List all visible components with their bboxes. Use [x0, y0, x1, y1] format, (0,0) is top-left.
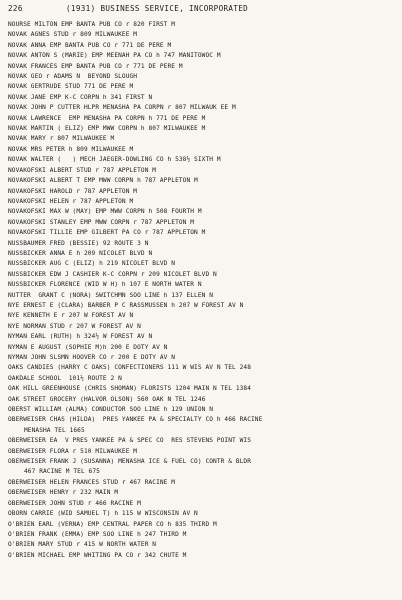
directory-entry: OBERWEISER JOHN STUD r 466 RACINE M: [8, 499, 141, 507]
directory-entry: O'BRIEN MICHAEL EMP WHITING PA CO r 342 CHUTE M: [8, 551, 187, 559]
directory-entry: OBERWEISER EA V PRES YANKEE PA & SPEC CO RES STEVENS POINT WIS: [8, 437, 252, 445]
directory-entry: NYMAN JOHN SLSMN HOOVER CO r 200 E DOTY AV N: [8, 354, 176, 361]
directory-entry: OAKDALE SCHOOL 101½ ROUTE 2 N: [8, 374, 122, 382]
directory-entry: NOVAKOFSKI HELEN r 787 APPLETON M: [8, 197, 134, 205]
directory-entry: NUSSBICKER FLORENCE (WID W H) h 107 E NORTH WATER N: [8, 281, 202, 289]
directory-entry: NOVAKOFSKI HAROLD r 787 APPLETON M: [8, 187, 138, 195]
directory-entry: OAKS CANDIES (HARRY C OAKS) CONFECTIONERS 111 W WIS AV N TEL 248: [8, 364, 252, 372]
directory-entry: OAK HILL GREENHOUSE (CHRIS SHOMAN) FLORISTS 1204 MAIN N TEL 1384: [8, 385, 252, 393]
directory-entry: OBERWEISER CHAS (HILDA) PRES YANKEE PA & SPECIALTY CO h 466 RACINE: [8, 416, 263, 424]
directory-entry: NOVAK AGNES STUD r 809 MILWAUKEE M: [8, 31, 138, 39]
directory-entry: OBERWEISER HENRY r 232 MAIN M: [8, 489, 119, 497]
directory-entry: NUSSBICKER EDW J CASHIER K-C CORPN r 209 NICOLET BLVD N: [8, 270, 217, 278]
directory-entry: NOVAKOFSKI STANLEY EMP MWW CORPN r 787 APPLETON M: [8, 218, 195, 226]
directory-entry: NOVAK ANNA EMP BANTA PUB CO r 771 DE PERE M: [8, 41, 172, 49]
directory-entry: NOVAKOFSKI ALBERT T EMP MWW CORPN h 787 APPLETON M: [8, 177, 198, 185]
directory-entry: NYMAN EARL (RUTH) h 324½ W FOREST AV N: [8, 333, 153, 341]
directory-entry: NOVAK LAWRENCE EMP MENASHA PA CORPN h 771 DE PERE M: [8, 114, 206, 122]
directory-entry: NOVAKOFSKI TILLIE EMP GILBERT PA CO r 787 APPLETON M: [8, 229, 206, 237]
directory-entry: NOVAK GERTRUDE STUD 771 DE PERE M: [8, 83, 134, 91]
directory-entry: NOVAK JANE EMP K-C CORPN h 341 FIRST N: [8, 93, 153, 101]
page-number: 226: [8, 4, 23, 13]
directory-entry: OBORN CARRIE (WID SAMUEL T) h 115 W WISCONSIN AV N: [8, 510, 198, 518]
directory-entry: NOVAK JOHN P CUTTER HLPR MENASHA PA CORPN r 807 MILWAUK EE M: [8, 104, 236, 112]
directory-entry: OBERWEISER FRANK J (SUSANNA) MENASHA ICE & FUEL CO) CONTR & BLDR: [8, 458, 252, 466]
directory-entry: OBERWEISER FLORA r 510 MILWAUKEE M: [8, 447, 138, 455]
directory-entry: NOVAK ANTON S (MARIE) EMP MEENAH PA CO h 747 MANITOWOC M: [8, 52, 221, 60]
page-title: (1931) BUSINESS SERVICE, INCORPORATED: [66, 4, 249, 13]
directory-entry: NUSSBAUMER FRED (BESSIE) 92 ROUTE 3 N: [8, 239, 149, 247]
directory-entry: NOURSE MILTON EMP BANTA PUB CO r 820 FIRST M: [8, 21, 176, 28]
directory-entry: NOVAK GEO r ADAMS N BEYOND SLOUGH: [8, 73, 138, 81]
page-header: [8, 4, 398, 20]
directory-entry: O'BRIEN FRANK (EMMA) EMP SOO LINE h 247 THIRD M: [8, 530, 187, 538]
directory-entry: OBERST WILLIAM (ALMA) CONDUCTOR SOO LINE h 129 UNION N: [8, 406, 214, 414]
directory-entry: NOVAK WALTER ( ) MECH JAEGER-DOWLING CO h 538½ SIXTH M: [8, 156, 221, 164]
directory-entry: O'BRIEN EARL (VERNA) EMP CENTRAL PAPER CO h 835 THIRD M: [8, 520, 217, 528]
directory-entry: O'BRIEN MARY STUD r 415 W NORTH WATER N: [8, 541, 157, 549]
directory-entry: NYE KENNETH E r 207 W FOREST AV N: [8, 312, 134, 320]
directory-entry: NYE ERNEST E (CLARA) BARBER P C RASSMUSSEN h 207 W FOREST AV N: [8, 301, 244, 309]
directory-entry: OAK STREET GROCERY (HALVOR OLSON) 560 OAK N TEL 1246: [8, 395, 206, 403]
directory-entry: NOVAK FRANCES EMP BANTA PUB CO r 771 DE PERE M: [8, 62, 183, 70]
directory-entry: NUSSBICKER AUG C (ELIZ) h 219 NICOLET BLVD N: [8, 260, 176, 268]
directory-entry: NYE NORMAN STUD r 207 W FOREST AV N: [8, 322, 141, 330]
directory-listing: [8, 20, 398, 561]
directory-entry-continuation: MENASHA TEL 1665: [24, 426, 85, 434]
directory-entry: NOVAK MARY r 807 MILWAUKEE M: [8, 135, 115, 143]
directory-entry: NOVAK MARTIN ( ELIZ) EMP MWW CORPN h 807 MILWAUKEE M: [8, 125, 206, 133]
directory-entry: NUSSBICKER ANNA E h 209 NICOLET BLVD N: [8, 249, 153, 257]
directory-entry: NOVAKOFSKI MAX W (MAY) EMP MWW CORPN h 508 FOURTH M: [8, 208, 202, 216]
directory-entry-continuation: 467 RACINE M TEL 675: [24, 468, 100, 476]
directory-entry: NOVAKOFSKI ALBERT STUD r 787 APPLETON M: [8, 166, 157, 174]
directory-entry: NYMAN E AUGUST (SOPHIE M)h 200 E DOTY AV N: [8, 343, 168, 351]
directory-entry: NUTTER GRANT C (NORA) SWITCHMN SOO LINE h 137 ELLEN N: [8, 291, 214, 299]
directory-entry: OBERWEISER HELEN FRANCES STUD r 467 RACINE M: [8, 478, 176, 486]
directory-entry: NOVAK MRS PETER h 809 MILWAUKEE M: [8, 145, 134, 153]
